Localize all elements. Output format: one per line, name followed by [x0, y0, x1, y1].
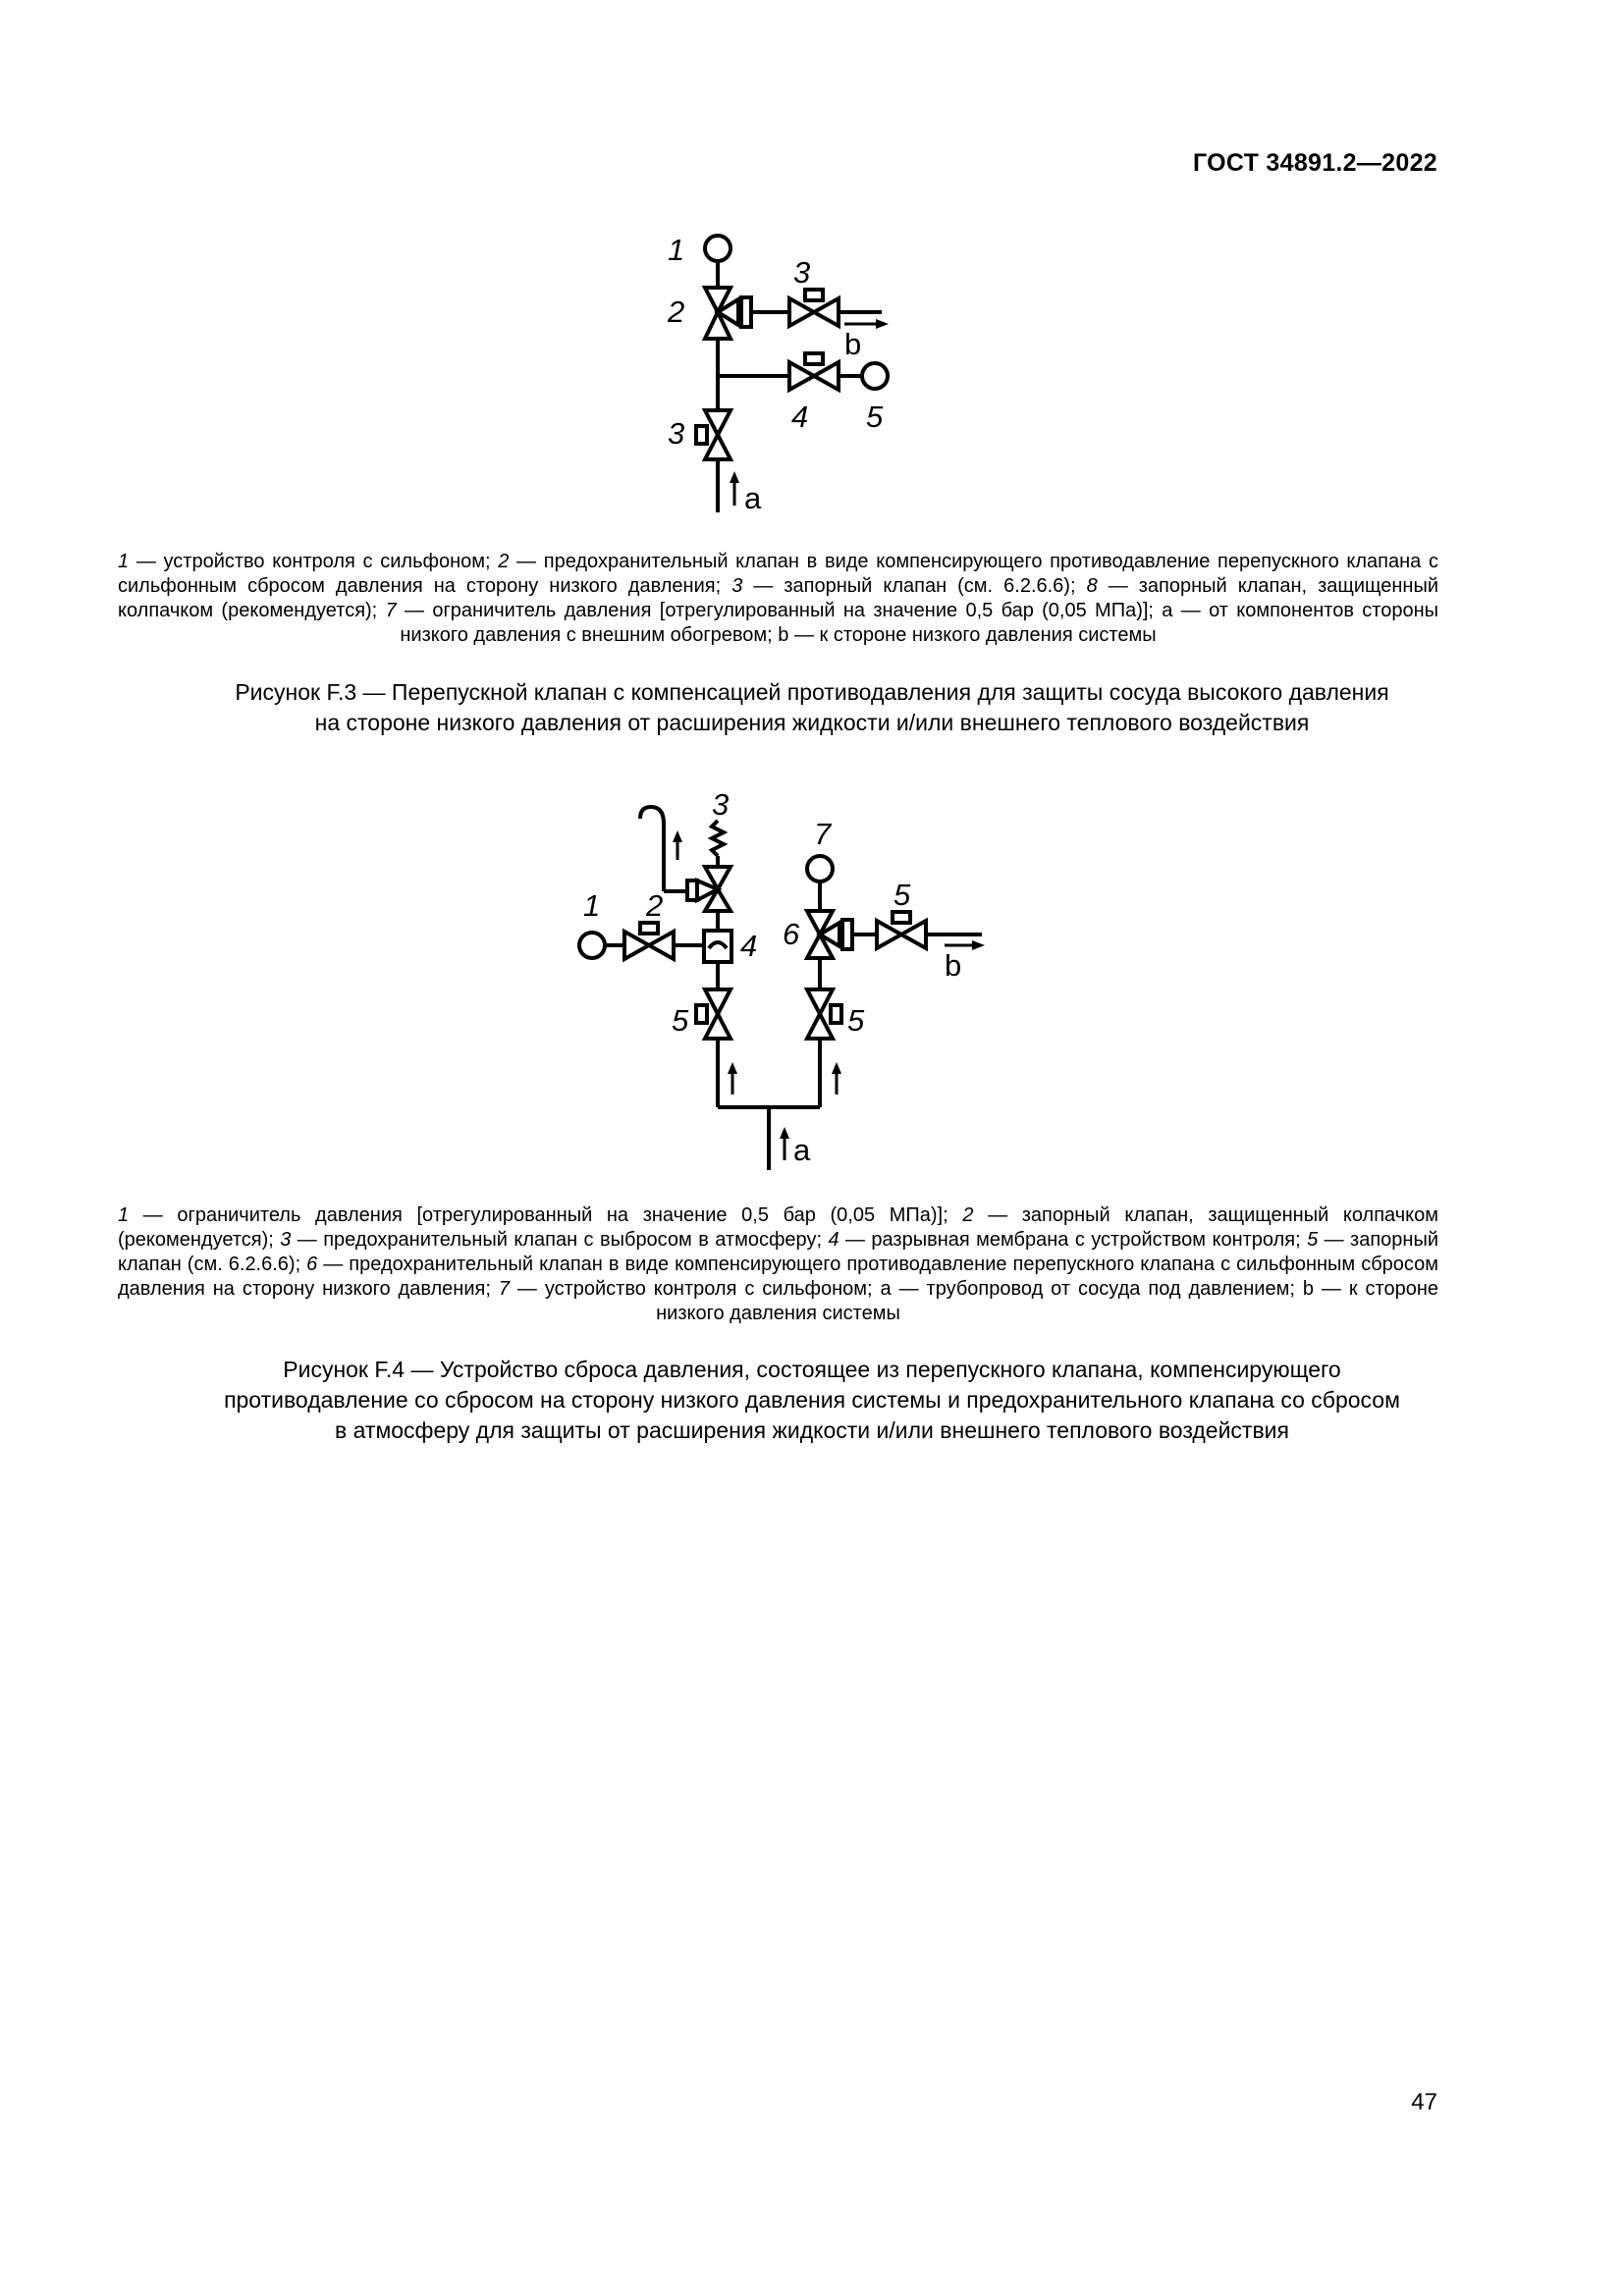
f4-caption-line: противодавление со сбросом на сторону низкого давления системы и предохранительного клапана со сбросом [224, 1387, 1400, 1413]
f4-legend-num: 4 [828, 1229, 839, 1251]
f3-label-4: 4 [791, 400, 809, 434]
f3-legend-num: 3 [731, 575, 743, 597]
f4-vent-hook-symbol [640, 807, 687, 891]
f4-label-b: b [945, 948, 962, 983]
f3-stop-valve-bottom-symbol [696, 410, 731, 512]
figure-f3-legend [118, 550, 1438, 648]
f4-legend-text: — ограничитель давления [отрегулированный на значение 0,5 бар (0,05 МПа)]; [129, 1204, 963, 1226]
f4-label-7: 7 [814, 817, 832, 851]
f3-legend-num: 7 [385, 600, 397, 621]
f4-safety-valve-symbol [687, 821, 731, 911]
f4-caption-line: Рисунок F.4 — Устройство сброса давления, состоящее из перепускного клапана, компенсирующего [283, 1357, 1341, 1382]
f4-bursting-disc-symbol [704, 911, 731, 989]
f4-label-6: 6 [783, 917, 800, 951]
f4-legend-text: — предохранительный клапан в виде компенсирующего противодавление перепускного клапана с сильфонным сбросом давления на сторону низкого давления; [118, 1254, 1438, 1300]
f3-label-b: b [844, 327, 862, 361]
f3-legend-text: — запорный клапан, защищенный колпачком (рекомендуется); [118, 575, 1438, 621]
figure-f3-caption [98, 677, 1526, 738]
f4-legend-text: — устройство контроля с сильфоном; а — трубопровод от сосуда под давлением; b — к стороне низкого давления системы [509, 1278, 1438, 1324]
f3-label-a: a [744, 481, 762, 515]
f3-label-2: 2 [668, 294, 685, 329]
f4-label-5-right: 5 [847, 1003, 865, 1038]
f3-legend-text: — предохранительный клапан в виде компенсирующего противодавление перепускного клапана с сильфонным сбросом давления на сторону низкого давления; [118, 551, 1438, 597]
f3-label-1: 1 [668, 233, 685, 267]
f4-legend-text: — предохранительный клапан с выбросом в атмосферу; [291, 1229, 829, 1251]
f4-label-1: 1 [583, 888, 601, 923]
page-number: 47 [1411, 2089, 1437, 2115]
f3-legend-text: — ограничитель давления [отрегулированный на значение 0,5 бар (0,05 МПа)]; а — от компонентов стороны низкого давления с внешним обогревом; b — к стороне низкого давления системы [396, 600, 1438, 646]
f4-legend-num: 2 [962, 1204, 974, 1226]
f3-legend-num: 8 [1086, 575, 1098, 597]
f4-label-3: 3 [712, 787, 730, 822]
f3-relief-valve-symbol [705, 288, 789, 339]
f4-label-4: 4 [740, 929, 758, 963]
f4-label-2: 2 [646, 888, 664, 923]
f3-bellows-gauge-symbol [705, 236, 731, 288]
f4-label-a: a [793, 1133, 811, 1167]
f4-capped-valve-symbol [624, 923, 704, 959]
f3-legend-num: 2 [498, 551, 510, 572]
f4-legend-text: — разрывная мембрана с устройством контроля; [839, 1229, 1308, 1251]
f3-caption-line: на стороне низкого давления от расширения жидкости и/или внешнего теплового воздействия [314, 710, 1310, 735]
f4-legend-num: 7 [498, 1278, 510, 1300]
f4-relief-valve-symbol [807, 911, 877, 958]
f4-stop-valve-left-symbol [696, 989, 731, 1107]
f4-limiter-symbol [579, 933, 624, 958]
f3-legend-text: — запорный клапан (см. 6.2.6.6); [742, 575, 1087, 597]
f3-legend-text: — устройство контроля с сильфоном; [129, 551, 499, 572]
f3-inlet-arrow [730, 471, 739, 506]
f4-legend-num: 6 [306, 1254, 318, 1275]
figure-f4-diagram [0, 766, 1624, 1188]
f3-stop-valve-top-symbol [789, 290, 889, 329]
document-standard-code: ГОСТ 34891.2—2022 [1192, 149, 1437, 177]
f4-label-5-top: 5 [893, 878, 911, 912]
f4-legend-num: 5 [1307, 1229, 1319, 1251]
f4-label-5-left: 5 [672, 1003, 689, 1038]
f3-caption-line: Рисунок F.3 — Перепускной клапан с компенсацией противодавления для защиты сосуда высокого давления [235, 679, 1389, 705]
figure-f3-diagram [0, 0, 1624, 550]
f4-legend-text: — запорный клапан, защищенный колпачком (рекомендуется); [118, 1204, 1438, 1251]
f4-legend-num: 1 [118, 1204, 130, 1226]
f3-label-5: 5 [866, 400, 884, 434]
f4-up-arrows [728, 1062, 841, 1160]
f3-legend-num: 1 [118, 551, 130, 572]
f3-limiter-5-symbol [862, 363, 888, 389]
f4-legend-num: 3 [280, 1229, 292, 1251]
f3-label-3-top: 3 [793, 255, 811, 290]
f4-bellows-gauge-symbol [807, 856, 833, 911]
figure-f4-legend [118, 1203, 1438, 1326]
f4-legend-text: — запорный клапан (см. 6.2.6.6); [118, 1229, 1438, 1275]
f4-caption-line: в атмосферу для защиты от расширения жидкости и/или внешнего теплового воздействия [335, 1417, 1289, 1443]
f4-stop-valve-top-right-symbol [877, 912, 985, 950]
figure-f4-caption [98, 1355, 1526, 1446]
f3-label-3-bottom: 3 [668, 416, 685, 451]
